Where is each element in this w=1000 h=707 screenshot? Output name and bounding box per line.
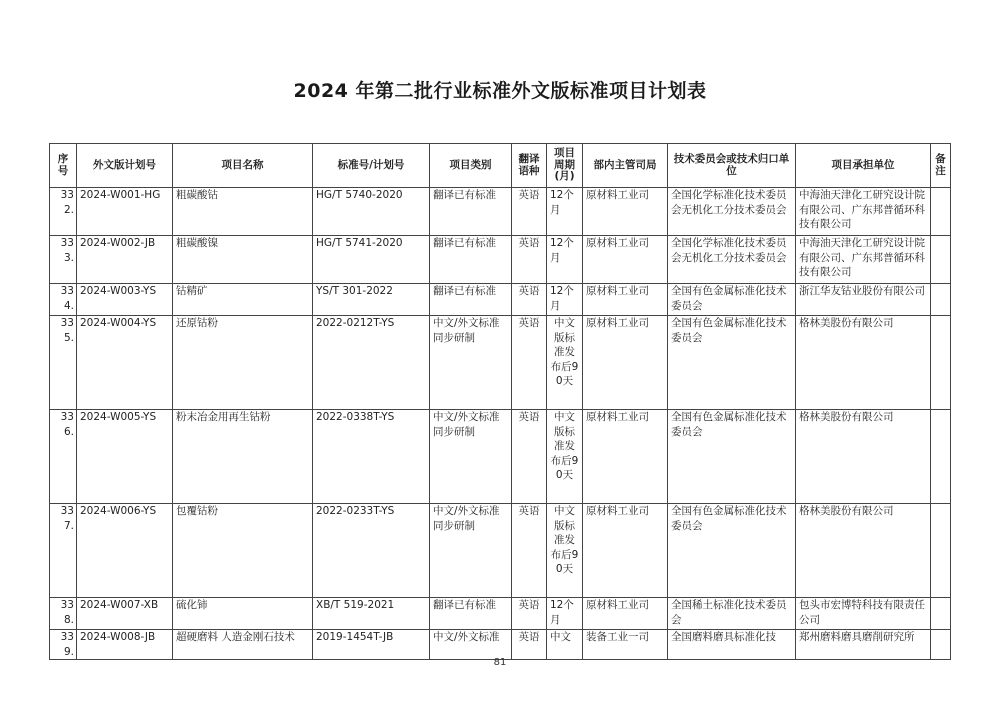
cell-undertaker: 郑州磨料磨具磨削研究所 xyxy=(796,630,931,660)
cell-committee: 全国有色金属标准化技术委员会 xyxy=(668,284,796,316)
cell-department: 原材料工业司 xyxy=(583,236,668,284)
cell-project-type: 翻译已有标准 xyxy=(430,284,512,316)
cell-index: 333. xyxy=(50,236,77,284)
cell-undertaker: 中海油天津化工研究设计院有限公司、广东邦普循环科技有限公司 xyxy=(796,188,931,236)
cell-remark xyxy=(931,188,951,236)
cell-project-name: 硫化铈 xyxy=(173,598,313,630)
cell-language: 英语 xyxy=(512,504,547,598)
cell-period: 12个月 xyxy=(547,284,583,316)
cell-language: 英语 xyxy=(512,598,547,630)
cell-plan-number: 2024-W008-JB xyxy=(77,630,173,660)
cell-undertaker: 中海油天津化工研究设计院有限公司、广东邦普循环科技有限公司 xyxy=(796,236,931,284)
cell-project-type: 中文/外文标准同步研制 xyxy=(430,504,512,598)
cell-committee: 全国有色金属标准化技术委员会 xyxy=(668,316,796,410)
cell-committee: 全国化学标准化技术委员会无机化工分技术委员会 xyxy=(668,188,796,236)
cell-project-name: 包覆钴粉 xyxy=(173,504,313,598)
cell-project-type: 中文/外文标准同步研制 xyxy=(430,410,512,504)
table-row xyxy=(50,236,951,284)
cell-standard-number: HG/T 5741-2020 xyxy=(313,236,430,284)
cell-plan-number: 2024-W004-YS xyxy=(77,316,173,410)
cell-undertaker: 浙江华友钴业股份有限公司 xyxy=(796,284,931,316)
cell-index: 335. xyxy=(50,316,77,410)
header-cell: 序号 xyxy=(50,144,77,188)
cell-index: 337. xyxy=(50,504,77,598)
cell-committee: 全国有色金属标准化技术委员会 xyxy=(668,410,796,504)
cell-project-type: 中文/外文标准 xyxy=(430,630,512,660)
cell-department: 装备工业一司 xyxy=(583,630,668,660)
cell-remark xyxy=(931,316,951,410)
cell-project-type: 翻译已有标准 xyxy=(430,236,512,284)
cell-period: 12个月 xyxy=(547,188,583,236)
cell-project-type: 中文/外文标准同步研制 xyxy=(430,316,512,410)
cell-department: 原材料工业司 xyxy=(583,598,668,630)
cell-plan-number: 2024-W007-XB xyxy=(77,598,173,630)
cell-undertaker: 格林美股份有限公司 xyxy=(796,316,931,410)
cell-plan-number: 2024-W005-YS xyxy=(77,410,173,504)
cell-index: 338. xyxy=(50,598,77,630)
cell-remark xyxy=(931,630,951,660)
cell-standard-number: YS/T 301-2022 xyxy=(313,284,430,316)
table-row xyxy=(50,316,951,410)
header-cell: 部内主管司局 xyxy=(583,144,668,188)
cell-language: 英语 xyxy=(512,410,547,504)
cell-period: 中文版标准发布后90天 xyxy=(547,316,583,410)
cell-language: 英语 xyxy=(512,284,547,316)
table-header-row xyxy=(50,144,951,188)
cell-index: 334. xyxy=(50,284,77,316)
cell-period: 12个月 xyxy=(547,236,583,284)
cell-language: 英语 xyxy=(512,630,547,660)
cell-language: 英语 xyxy=(512,236,547,284)
cell-department: 原材料工业司 xyxy=(583,188,668,236)
cell-plan-number: 2024-W006-YS xyxy=(77,504,173,598)
table-row xyxy=(50,284,951,316)
cell-period: 中文版标准发布后90天 xyxy=(547,504,583,598)
table-row xyxy=(50,188,951,236)
header-cell: 项目周期(月) xyxy=(547,144,583,188)
cell-language: 英语 xyxy=(512,316,547,410)
cell-department: 原材料工业司 xyxy=(583,410,668,504)
cell-index: 339. xyxy=(50,630,77,660)
header-cell: 项目类别 xyxy=(430,144,512,188)
cell-project-name: 钴精矿 xyxy=(173,284,313,316)
table-row xyxy=(50,410,951,504)
cell-standard-number: HG/T 5740-2020 xyxy=(313,188,430,236)
cell-index: 332. xyxy=(50,188,77,236)
cell-committee: 全国磨料磨具标准化技 xyxy=(668,630,796,660)
cell-undertaker: 格林美股份有限公司 xyxy=(796,410,931,504)
page-title: 2024 年第二批行业标准外文版标准项目计划表 xyxy=(293,80,707,102)
cell-period: 12个月 xyxy=(547,598,583,630)
header-cell: 翻译语种 xyxy=(512,144,547,188)
cell-project-type: 翻译已有标准 xyxy=(430,188,512,236)
cell-committee: 全国有色金属标准化技术委员会 xyxy=(668,504,796,598)
cell-department: 原材料工业司 xyxy=(583,504,668,598)
standards-plan-table xyxy=(49,143,951,660)
cell-project-name: 粗碳酸钴 xyxy=(173,188,313,236)
cell-undertaker: 包头市宏博特科技有限责任公司 xyxy=(796,598,931,630)
cell-committee: 全国化学标准化技术委员会无机化工分技术委员会 xyxy=(668,236,796,284)
cell-plan-number: 2024-W001-HG xyxy=(77,188,173,236)
cell-index: 336. xyxy=(50,410,77,504)
cell-plan-number: 2024-W003-YS xyxy=(77,284,173,316)
cell-period: 中文 xyxy=(547,630,583,660)
cell-committee: 全国稀土标准化技术委员会 xyxy=(668,598,796,630)
cell-project-type: 翻译已有标准 xyxy=(430,598,512,630)
cell-project-name: 粉末冶金用再生钴粉 xyxy=(173,410,313,504)
table-row xyxy=(50,598,951,630)
cell-period: 中文版标准发布后90天 xyxy=(547,410,583,504)
cell-plan-number: 2024-W002-JB xyxy=(77,236,173,284)
cell-undertaker: 格林美股份有限公司 xyxy=(796,504,931,598)
cell-project-name: 超硬磨料 人造金刚石技术 xyxy=(173,630,313,660)
header-cell: 备注 xyxy=(931,144,951,188)
cell-project-name: 还原钴粉 xyxy=(173,316,313,410)
page-number: 81 xyxy=(493,657,507,668)
header-cell: 项目承担单位 xyxy=(796,144,931,188)
cell-remark xyxy=(931,410,951,504)
cell-remark xyxy=(931,598,951,630)
cell-remark xyxy=(931,284,951,316)
cell-project-name: 粗碳酸镍 xyxy=(173,236,313,284)
table-row xyxy=(50,630,951,660)
cell-standard-number: 2019-1454T-JB xyxy=(313,630,430,660)
header-cell: 技术委员会或技术归口单位 xyxy=(668,144,796,188)
cell-department: 原材料工业司 xyxy=(583,316,668,410)
cell-standard-number: 2022-0338T-YS xyxy=(313,410,430,504)
cell-standard-number: 2022-0212T-YS xyxy=(313,316,430,410)
header-cell: 外文版计划号 xyxy=(77,144,173,188)
table-row xyxy=(50,504,951,598)
cell-standard-number: 2022-0233T-YS xyxy=(313,504,430,598)
cell-remark xyxy=(931,504,951,598)
cell-language: 英语 xyxy=(512,188,547,236)
cell-remark xyxy=(931,236,951,284)
cell-department: 原材料工业司 xyxy=(583,284,668,316)
header-cell: 标准号/计划号 xyxy=(313,144,430,188)
cell-standard-number: XB/T 519-2021 xyxy=(313,598,430,630)
header-cell: 项目名称 xyxy=(173,144,313,188)
